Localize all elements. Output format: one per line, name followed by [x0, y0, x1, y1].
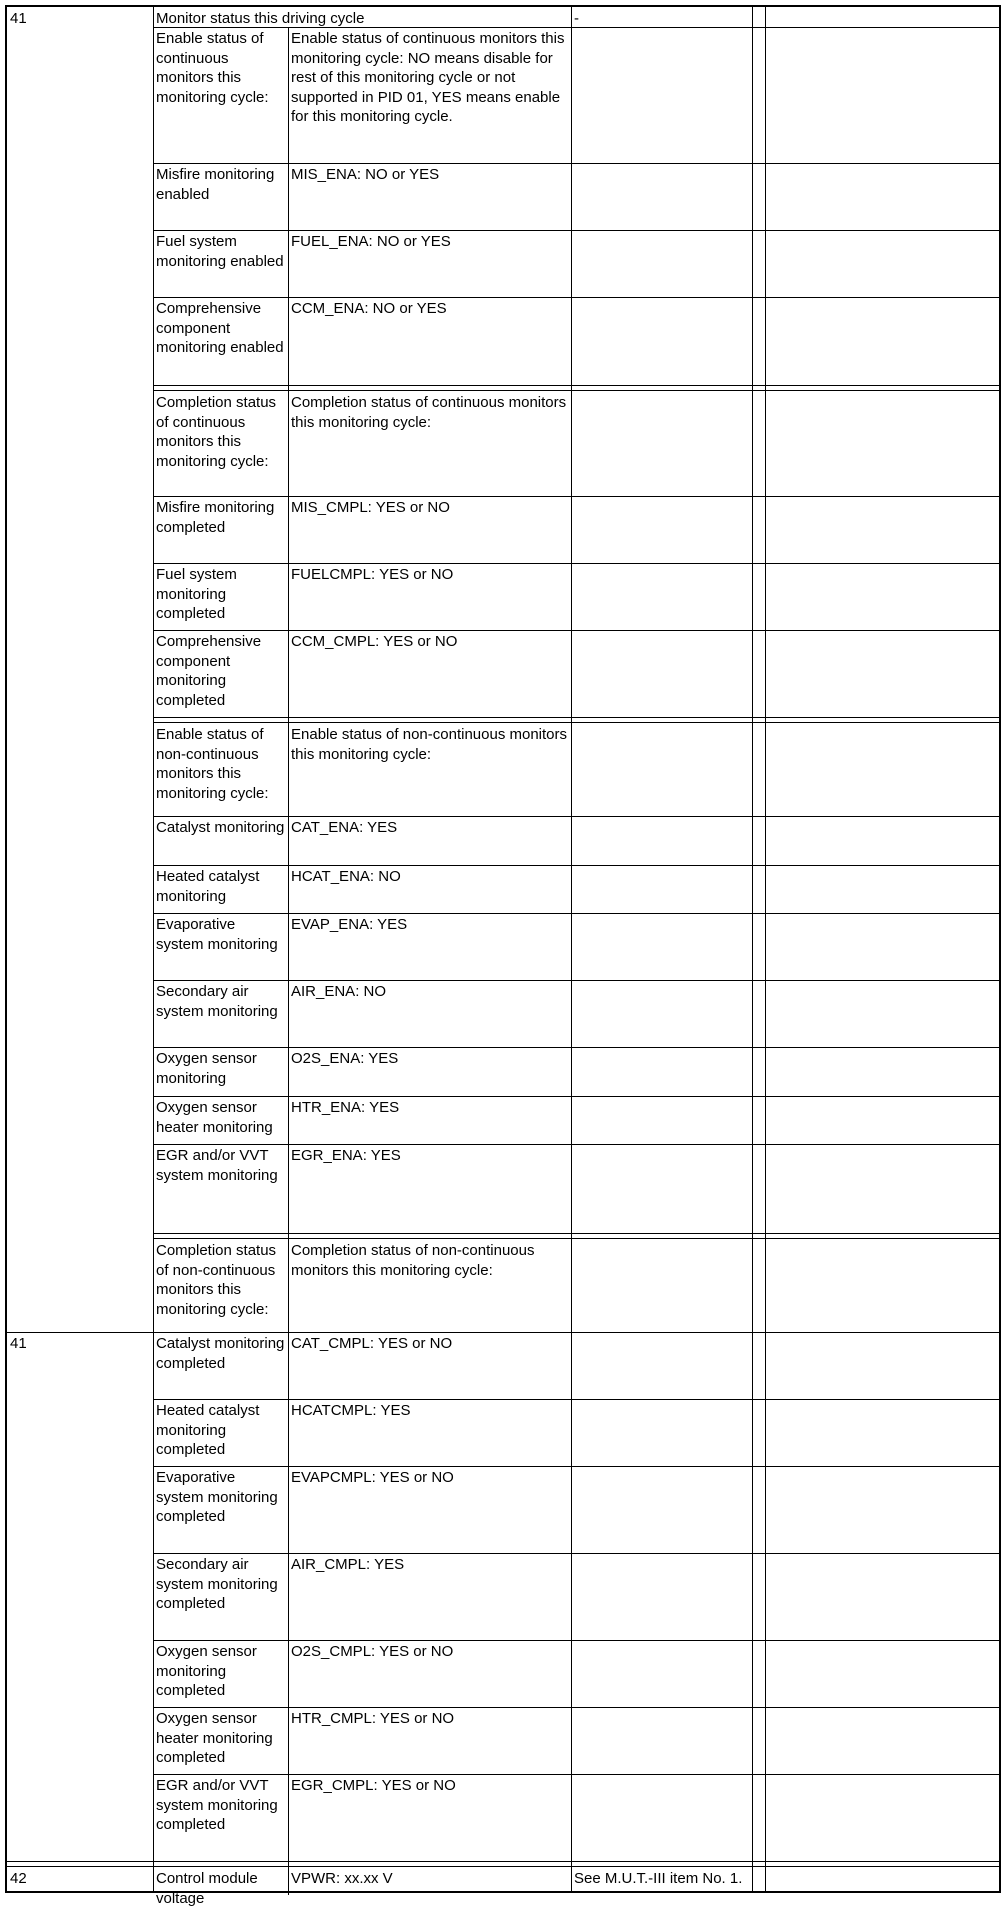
description-cell: O2S_ENA: YES	[291, 1050, 399, 1067]
table-row	[7, 1233, 999, 1332]
item-cell: Enable status of continuous monitors this monitoring cycle:	[156, 30, 269, 106]
row-divider	[153, 563, 999, 564]
row-divider	[153, 163, 999, 164]
row-divider	[153, 27, 999, 28]
row-divider	[153, 1096, 999, 1097]
column-divider	[288, 496, 289, 563]
description-cell: AIR_CMPL: YES	[291, 1556, 405, 1573]
item-cell: Completion status of continuous monitors this monitoring cycle:	[156, 394, 277, 470]
column-divider	[288, 816, 289, 865]
column-divider	[288, 163, 289, 230]
item-cell: Control module voltage	[156, 1870, 258, 1907]
row-divider	[7, 1861, 999, 1862]
item-cell: Evaporative system monitoring	[156, 916, 278, 953]
item-cell: Oxygen sensor monitoring completed	[156, 1643, 257, 1700]
table-row	[7, 1861, 999, 1907]
row-divider	[153, 385, 999, 386]
table-row	[7, 1707, 999, 1774]
reference-cell	[571, 1233, 752, 1241]
description-cell: EVAP_ENA: YES	[291, 916, 408, 933]
pid-cell	[7, 1466, 153, 1468]
table-row	[7, 1640, 999, 1707]
pid-cell	[7, 865, 153, 867]
item-cell: EGR and/or VVT system monitoring completed	[156, 1777, 278, 1834]
column-divider	[288, 1640, 289, 1707]
item-cell: Comprehensive component monitoring enabled	[156, 300, 284, 357]
pid-cell	[7, 496, 153, 498]
pid-cell	[7, 717, 153, 725]
pid-cell	[7, 816, 153, 818]
pid-cell	[7, 1047, 153, 1049]
table-row	[7, 163, 999, 230]
pid-cell	[7, 1640, 153, 1642]
description-cell: VPWR: xx.xx V	[291, 1870, 393, 1887]
pid-cell	[7, 27, 153, 29]
pid-cell	[7, 563, 153, 565]
column-divider	[288, 1047, 289, 1096]
item-cell: Secondary air system monitoring	[156, 983, 278, 1020]
row-divider	[153, 1640, 999, 1641]
table-row	[7, 717, 999, 816]
item-cell: Secondary air system monitoring completed	[156, 1556, 278, 1613]
description-cell: HTR_ENA: YES	[291, 1099, 400, 1116]
item-cell: Comprehensive component monitoring completed	[156, 633, 262, 709]
column-divider	[288, 385, 289, 496]
pid-cell: 41	[10, 10, 27, 27]
row-divider	[153, 1047, 999, 1048]
item-cell: Oxygen sensor monitoring	[156, 1050, 257, 1087]
row-divider	[153, 496, 999, 497]
column-divider	[288, 1466, 289, 1553]
pid-cell	[7, 1553, 153, 1555]
pid-cell	[7, 1707, 153, 1709]
reference-cell	[571, 385, 752, 393]
pid-cell: 41	[10, 1335, 27, 1352]
description-cell: CAT_ENA: YES	[291, 819, 398, 836]
description-cell: Enable status of non-continuous monitors this monitoring cycle:	[291, 726, 567, 763]
pid-cell	[7, 1774, 153, 1776]
row-divider	[153, 1707, 999, 1708]
item-cell: Heated catalyst monitoring completed	[156, 1402, 260, 1459]
item-cell: Oxygen sensor heater monitoring	[156, 1099, 273, 1136]
reference-cell	[571, 717, 752, 725]
column-divider	[288, 630, 289, 717]
table-row	[7, 1096, 999, 1144]
description-cell: EGR_CMPL: YES or NO	[291, 1777, 456, 1794]
pid-cell	[7, 385, 153, 393]
description-cell: Completion status of continuous monitors this monitoring cycle:	[291, 394, 567, 431]
item-cell: Fuel system monitoring enabled	[156, 233, 284, 270]
reference-cell: See M.U.T.-III item No. 1.	[574, 1870, 743, 1887]
pid-cell	[7, 1144, 153, 1146]
table-row	[7, 630, 999, 717]
row-divider	[153, 1238, 999, 1239]
table-row	[7, 27, 999, 163]
row-divider	[153, 816, 999, 817]
description-cell: MIS_ENA: NO or YES	[291, 166, 440, 183]
pid-cell	[7, 163, 153, 165]
row-divider	[153, 865, 999, 866]
item-cell: Misfire monitoring completed	[156, 499, 275, 536]
row-divider	[153, 390, 999, 391]
item-cell: Oxygen sensor heater monitoring completed	[156, 1710, 273, 1767]
description-cell: Enable status of continuous monitors this monitoring cycle: NO means disable for rest of this monitoring cycle or not supported in PID 01, YES means enable for this monitoring cycle.	[291, 30, 565, 126]
description-cell: CCM_ENA: NO or YES	[291, 300, 447, 317]
table-row	[7, 980, 999, 1047]
pid-cell	[7, 980, 153, 982]
column-divider	[288, 1144, 289, 1233]
table-row	[7, 1774, 999, 1861]
row-divider	[153, 717, 999, 718]
table-row	[7, 1553, 999, 1640]
pid-cell	[7, 1233, 153, 1241]
item-cell: Enable status of non-continuous monitors this monitoring cycle:	[156, 726, 269, 802]
row-divider	[153, 722, 999, 723]
table-row	[7, 1399, 999, 1466]
pid-cell	[7, 913, 153, 915]
column-divider	[288, 865, 289, 913]
table-row	[7, 496, 999, 563]
column-divider	[288, 230, 289, 297]
table-row	[7, 7, 999, 27]
column-divider	[288, 1707, 289, 1774]
table-row	[7, 1144, 999, 1233]
column-divider	[288, 980, 289, 1047]
description-cell: O2S_CMPL: YES or NO	[291, 1643, 454, 1660]
row-divider	[153, 1233, 999, 1234]
description-cell: HTR_CMPL: YES or NO	[291, 1710, 455, 1727]
item-cell: Catalyst monitoring	[156, 819, 285, 836]
reference-cell: -	[574, 10, 579, 27]
table-row	[7, 297, 999, 385]
description-cell: EVAPCMPL: YES or NO	[291, 1469, 454, 1486]
description-cell: Completion status of non-continuous monitors this monitoring cycle:	[291, 1242, 535, 1279]
row-divider	[153, 1553, 999, 1554]
item-cell: Catalyst monitoring completed	[156, 1335, 285, 1372]
column-divider	[288, 1332, 289, 1399]
pid-cell	[7, 297, 153, 299]
row-divider	[7, 1332, 999, 1333]
pid-cell	[7, 1096, 153, 1098]
table-row	[7, 816, 999, 865]
table-row	[7, 1466, 999, 1553]
obd-data-table	[5, 5, 1001, 1907]
row-divider	[153, 230, 999, 231]
row-divider	[153, 1399, 999, 1400]
item-cell: EGR and/or VVT system monitoring	[156, 1147, 278, 1184]
item-cell: Monitor status this driving cycle	[156, 10, 365, 27]
row-divider	[153, 1144, 999, 1145]
description-cell: FUELCMPL: YES or NO	[291, 566, 454, 583]
row-divider	[153, 1774, 999, 1775]
column-divider	[288, 1096, 289, 1144]
column-divider	[288, 1553, 289, 1640]
description-cell: AIR_ENA: NO	[291, 983, 387, 1000]
item-cell: Completion status of non-continuous monitors this monitoring cycle:	[156, 1242, 277, 1318]
item-cell: Evaporative system monitoring completed	[156, 1469, 278, 1526]
table-row	[7, 1047, 999, 1096]
column-divider	[288, 913, 289, 980]
table-row	[7, 913, 999, 980]
column-divider	[288, 563, 289, 630]
description-cell: MIS_CMPL: YES or NO	[291, 499, 450, 516]
row-divider	[153, 1466, 999, 1467]
table-row	[7, 1332, 999, 1399]
pid-cell	[7, 230, 153, 232]
description-cell: EGR_ENA: YES	[291, 1147, 401, 1164]
item-cell: Heated catalyst monitoring	[156, 868, 260, 905]
pid-cell	[7, 1399, 153, 1401]
pid-cell: 42	[10, 1870, 27, 1887]
description-cell: CCM_CMPL: YES or NO	[291, 633, 458, 650]
row-divider	[153, 297, 999, 298]
column-divider	[288, 1399, 289, 1466]
column-divider	[288, 27, 289, 163]
row-divider	[7, 1866, 999, 1867]
table-row	[7, 385, 999, 496]
table-row	[7, 563, 999, 630]
column-divider	[288, 717, 289, 816]
description-cell: CAT_CMPL: YES or NO	[291, 1335, 453, 1352]
item-cell: Misfire monitoring enabled	[156, 166, 275, 203]
column-divider	[288, 297, 289, 385]
pid-cell	[7, 630, 153, 632]
item-cell: Fuel system monitoring completed	[156, 566, 237, 623]
table-row	[7, 865, 999, 913]
row-divider	[153, 630, 999, 631]
row-divider	[153, 913, 999, 914]
row-divider	[153, 980, 999, 981]
description-cell: FUEL_ENA: NO or YES	[291, 233, 451, 250]
description-cell: HCATCMPL: YES	[291, 1402, 411, 1419]
table-row	[7, 230, 999, 297]
column-divider	[288, 1233, 289, 1332]
column-divider	[288, 1774, 289, 1861]
description-cell: HCAT_ENA: NO	[291, 868, 401, 885]
